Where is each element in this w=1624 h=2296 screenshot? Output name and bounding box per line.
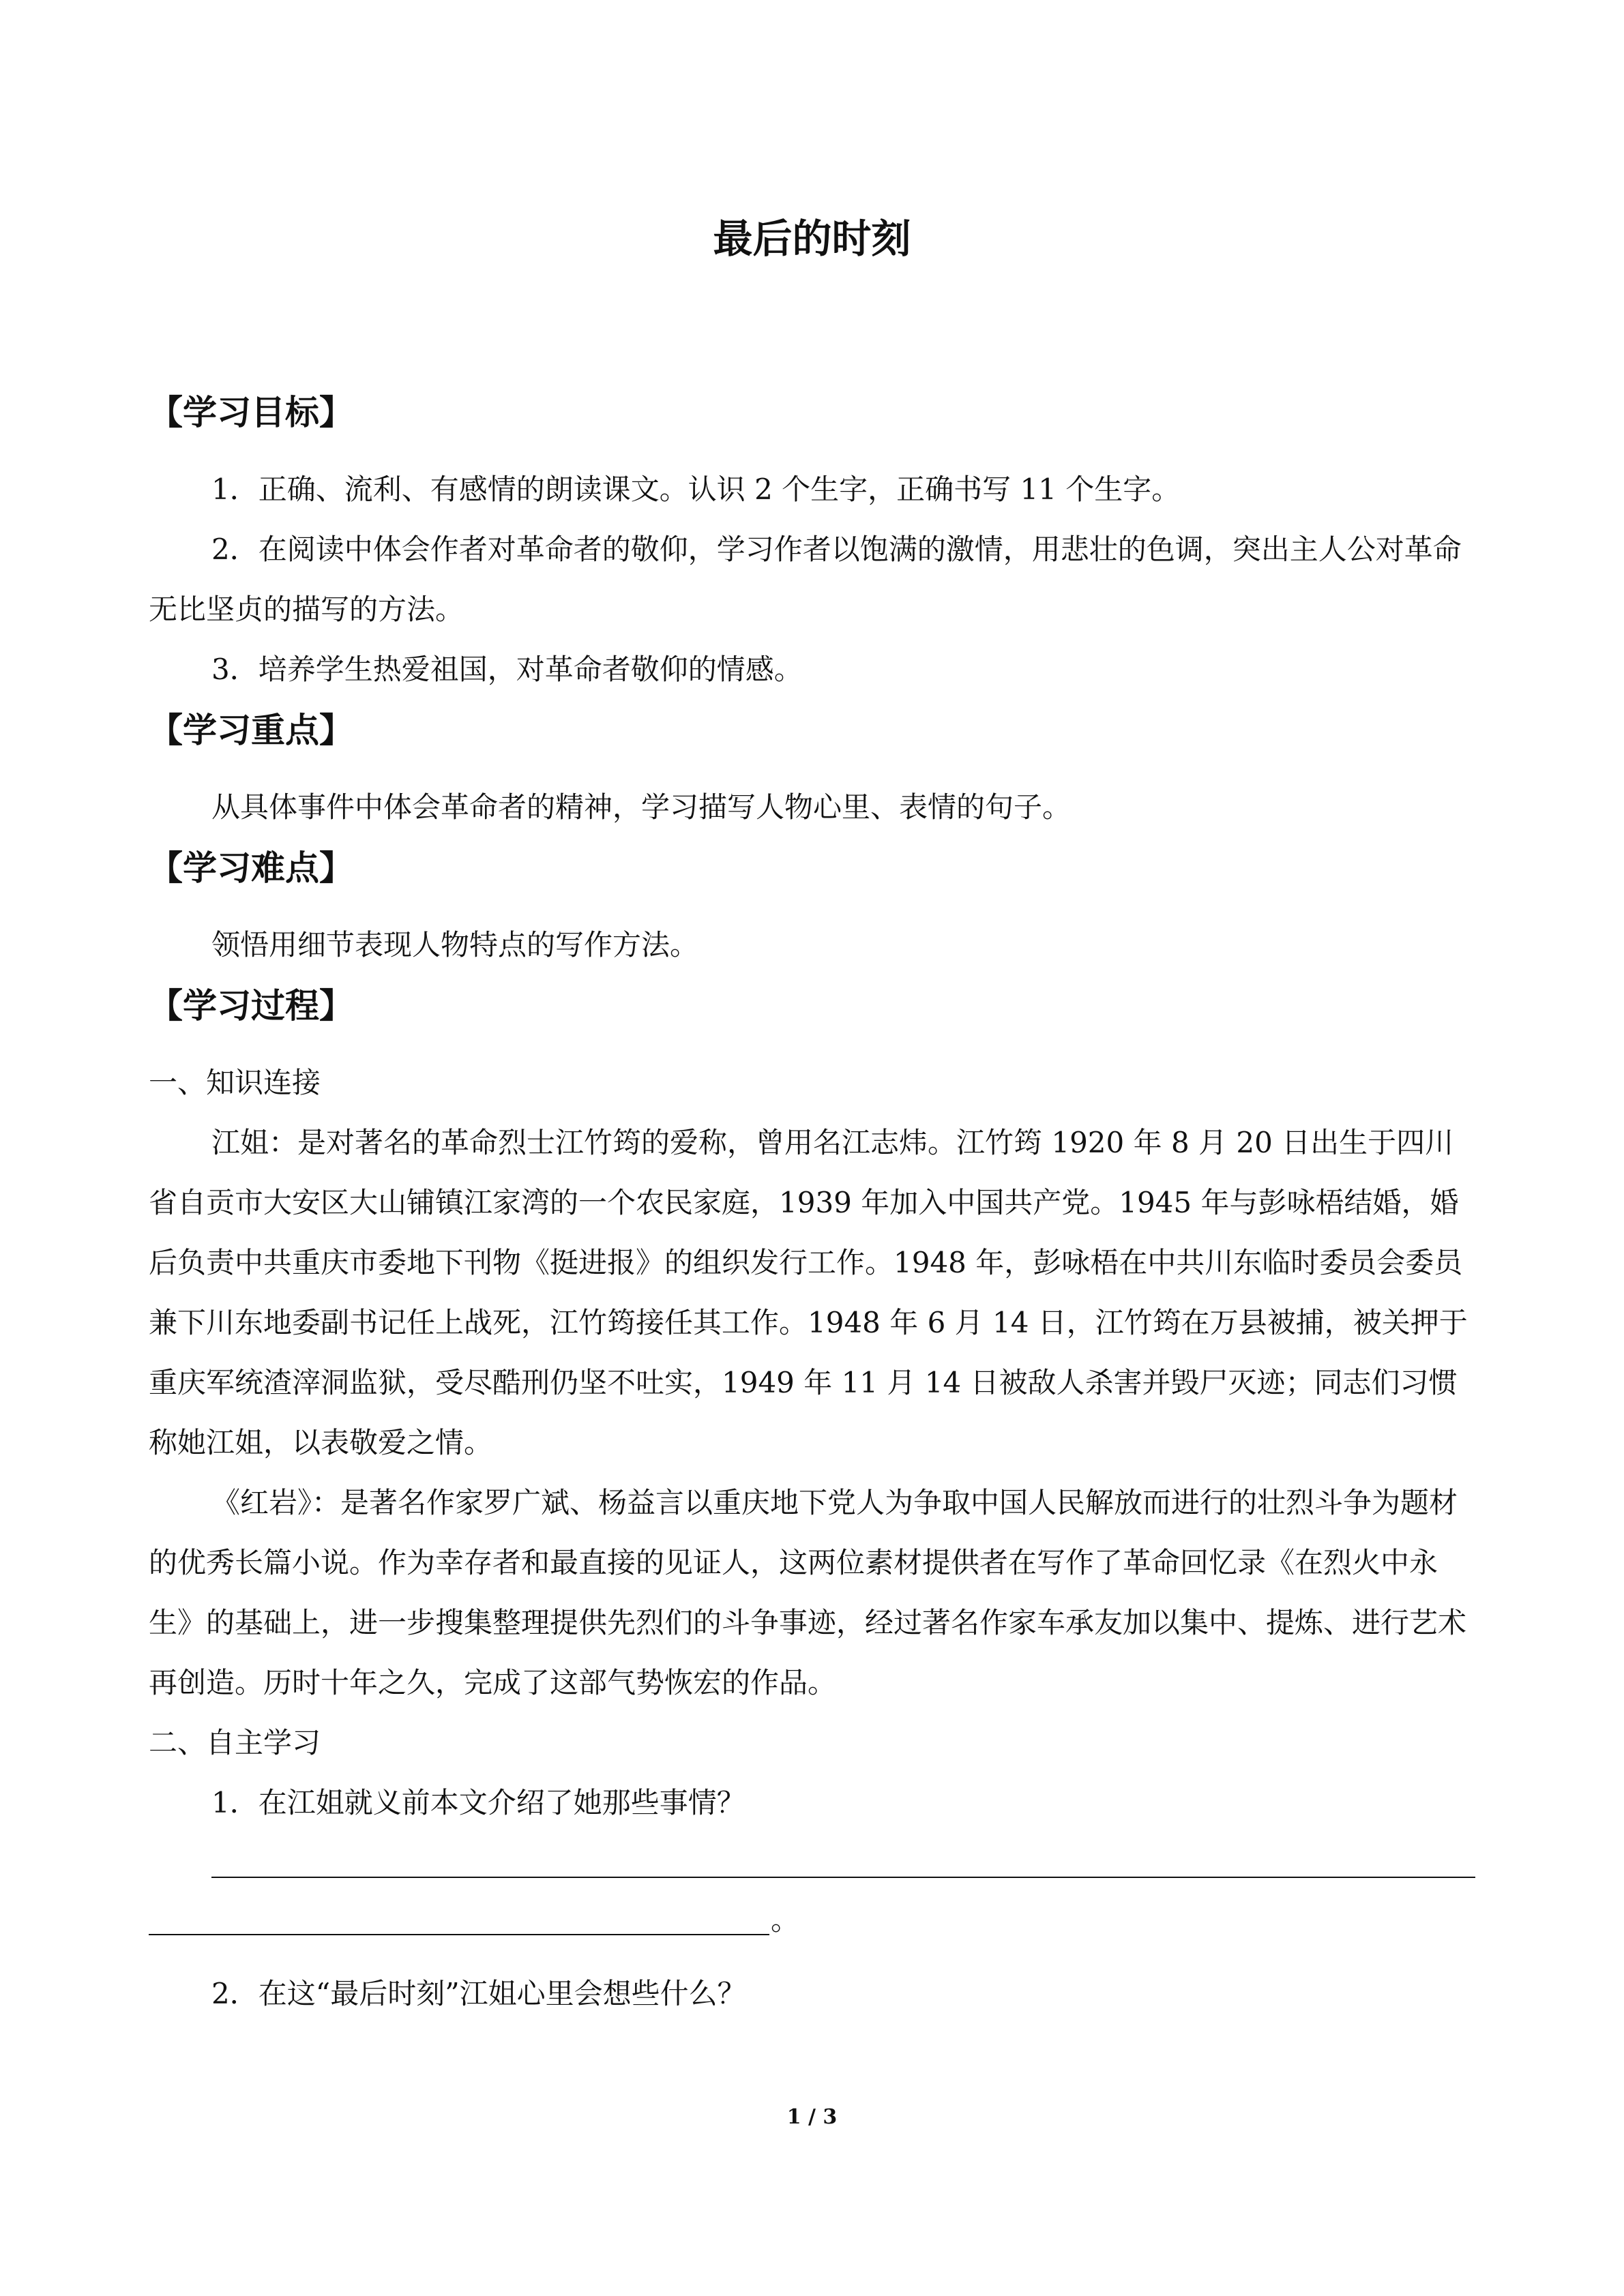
goal-item: 3．培养学生热爱祖国，对革命者敬仰的情感。 bbox=[211, 653, 803, 686]
goals-heading: 【学习目标】 bbox=[149, 393, 353, 432]
goal-item: 2．在阅读中体会作者对革命者的敬仰，学习作者以饱满的激情，用悲壮的色调，突出主人公对革命无比坚贞的描写的方法。 bbox=[149, 533, 1462, 626]
key-points-text: 从具体事件中体会革命者的精神，学习描写人物心里、表情的句子。 bbox=[211, 790, 1072, 824]
answer-blank-line[interactable] bbox=[149, 1833, 1475, 1893]
page-number: 1 / 3 bbox=[786, 2105, 838, 2129]
key-points-heading: 【学习重点】 bbox=[149, 711, 353, 750]
hongyan-paragraph: 《红岩》：是著名作家罗广斌、杨益言以重庆地下党人为争取中国人民解放而进行的壮烈斗争为题材的优秀长篇小说。作为幸存者和最直接的见证人，这两位素材提供者在写作了革命回忆录《在烈火中永生》的基础上，进一步搜集整理提供先烈们的斗争事迹，经过著名作家车承友加以集中、提炼、进行艺术再创造。历时十年之久，完成了这部气势恢宏的作品。 bbox=[149, 1486, 1467, 1699]
goal-item: 1．正确、流利、有感情的朗读课文。认识 2 个生字，正确书写 11 个生字。 bbox=[211, 473, 1181, 506]
difficulties-heading: 【学习难点】 bbox=[149, 848, 353, 888]
process-heading: 【学习过程】 bbox=[149, 986, 353, 1026]
jiang-jie-paragraph: 江姐：是对著名的革命烈士江竹筠的爱称，曾用名江志炜。江竹筠 1920 年 8 月 20 日出生于四川省自贡市大安区大山铺镇江家湾的一个农民家庭，1939 年加入中国共产党。1945 年与彭咏梧结婚，婚后负责中共重庆市委地下刊物《挺进报》的组织发行工作。1948 年，彭咏梧在中共川东临时委员会委员兼下川东地委副书记任上战死，江竹筠接任其工作。1948 年 6 月 14 日，江竹筠在万县被捕，被关押于重庆军统渣滓洞监狱，受尽酷刑仍坚不吐实，1949 年 11 月 14 日被敌人杀害并毁尸灭迹；同志们习惯称她江姐，以表敬爱之情。 bbox=[149, 1126, 1468, 1459]
knowledge-link-title: 一、知识连接 bbox=[149, 1066, 321, 1099]
self-study-title: 二、自主学习 bbox=[149, 1726, 321, 1759]
question-1: 1．在江姐就义前本文介绍了她那些事情？ bbox=[211, 1786, 745, 1819]
difficulties-text: 领悟用细节表现人物特点的写作方法。 bbox=[211, 928, 699, 961]
page-title: 最后的时刻 bbox=[713, 215, 911, 262]
answer-period: 。 bbox=[771, 1903, 800, 1937]
answer-blank-line-end[interactable] bbox=[149, 1893, 1475, 1948]
document-body bbox=[149, 382, 1475, 2024]
question-2: 2．在这“最后时刻”江姐心里会想些什么？ bbox=[211, 1977, 746, 2010]
